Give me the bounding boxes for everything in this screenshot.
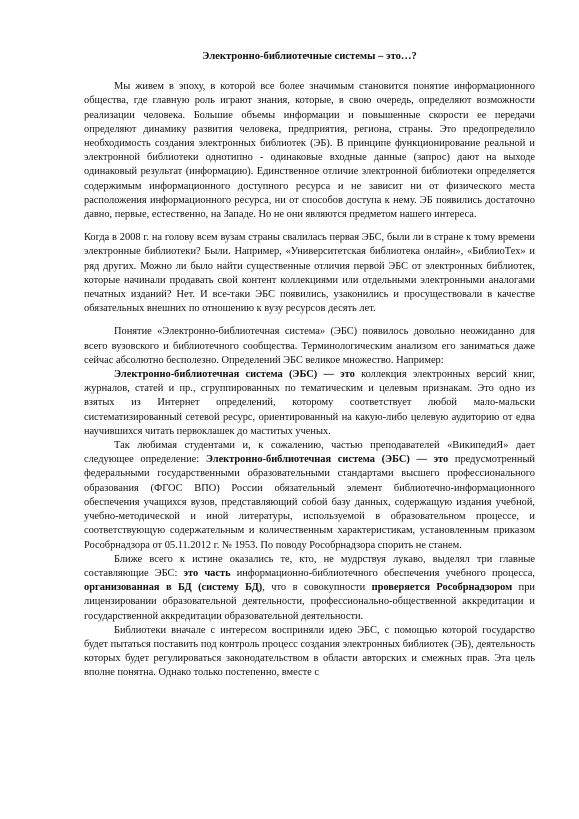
document-title: Электронно-библиотечные системы – это…?	[202, 51, 417, 62]
definition-term-1: Электронно-библиотечная система (ЭБС) — это	[114, 369, 355, 381]
paragraph-2: Когда в 2008 г. на голову всем вузам страны свалилась первая ЭБС, были ли в стране к тому времени электронные библиотеки? Были. Например, «Университетская библиотека онлайн», «БиблиоТех» и ряд других. Можно ли было найти существенные отличия первой ЭБС от электронных библиотек, которые начинали продавать свой контент коллекциями или отдельными электронными аналогами печатных изданий? Нет. И все-таки ЭБС появились, узаконились и просуществовали в качестве обязательных внешних по отношению к вузу ресурсов десять лет.	[84, 232, 535, 315]
paragraph-6-text-2: , что в совокупности	[262, 582, 372, 594]
paragraph-4-text: коллекция электронных версий книг, журналов, статей и пр., сгруппированных по тематическим и целевым признакам. Это одно из взятых из Интернет определений, которому соответствует любой мало-мальски систематизированный сетевой ресурс, ориентированный на какую-либо целевую аудиторию от едва научившихся читать первоклашек до маститых ученых.	[84, 369, 535, 437]
definition-term-2: Электронно-библиотечная система (ЭБС) — это	[205, 454, 449, 466]
paragraph-5-intro: Так любимая студентами и, к сожалению, частью преподавателей «ВикипедиЯ» дает следующее определение:	[84, 440, 535, 466]
paragraph-6-bold-1: это часть	[183, 567, 231, 579]
paragraph-6-text-1: информационно-библиотечного обеспечения учебного процесса,	[230, 567, 535, 579]
paragraph-5-text: предусмотренный федеральными государственными образовательными стандартами высшего профессионального образования (ФГОС ВПО) России обязательный элемент библиотечно-информационного обеспечения учащихся вузов, представляющий собой базу данных, содержащую издания учебной, учебно-методической и иной литературы, используемой в образовательном процессе, и соответствующую содержательным и количественным характеристикам, установленным приказом Рособрнадзора от 05.11.2012 г. № 1953. По поводу Рособрнадзора спорить не станем.	[84, 454, 535, 551]
paragraph-7: Библиотеки вначале с интересом восприняли идею ЭБС, с помощью которой государство будет пытаться поставить под контроль процесс создания электронных библиотек (ЭБ), деятельность которых будет регулироваться законодательством в области авторских и смежных прав. Эта цель вполне понятна. Однако только постепенно, вместе с	[84, 624, 535, 679]
paragraph-6-text-3: при лицензировании образовательной деятельности, профессионально-общественной аккредитации и государственной аккредитации образовательной деятельности.	[84, 582, 535, 622]
paragraph-6-bold-3: проверяется Рособрнадзором	[371, 582, 513, 594]
paragraph-1: Мы живем в эпоху, в которой все более значимым становится понятие информационного общества, где главную роль играют знания, которые, в свою очередь, определяют возможности реализации человека. Большие объемы информации и повышенные скорости ее передачи определяют динамику развития человека, предприятия, региона, страны. Это предопределило необходимость создания электронных библиотек (ЭБ). В принципе функционирование реальной и электронной библиотеки однотипно - одинаковые входные данные (запрос) дают на выходе одинаковый результат (информацию). Единственное отличие электронной библиотеки определяется содержимым информационного доступного ресурса и не зависит ни от физического места расположения информационного ресурса, ни от способов доступа к нему. ЭБ появились достаточно давно, первые, естественно, на Западе. Но не они являются предметом нашего интереса.	[84, 81, 535, 221]
paragraph-6-bold-2: организованная в БД (систему БД)	[84, 582, 263, 594]
paragraph-5	[84, 439, 535, 553]
paragraph-6	[84, 553, 535, 624]
paragraph-3: Понятие «Электронно-библиотечная система» (ЭБС) появилось довольно неожиданно для всего вузовского и библиотечного сообщества. Терминологическим анализом его заниматься даже сейчас абсолютно бесполезно. Определений ЭБС великое множество. Например:	[84, 326, 535, 366]
paragraph-6-intro: Ближе всего к истине оказались те, кто, не мудрствуя лукаво, выделял три главные составляющие ЭБС:	[84, 553, 535, 579]
paragraph-4	[84, 368, 535, 439]
